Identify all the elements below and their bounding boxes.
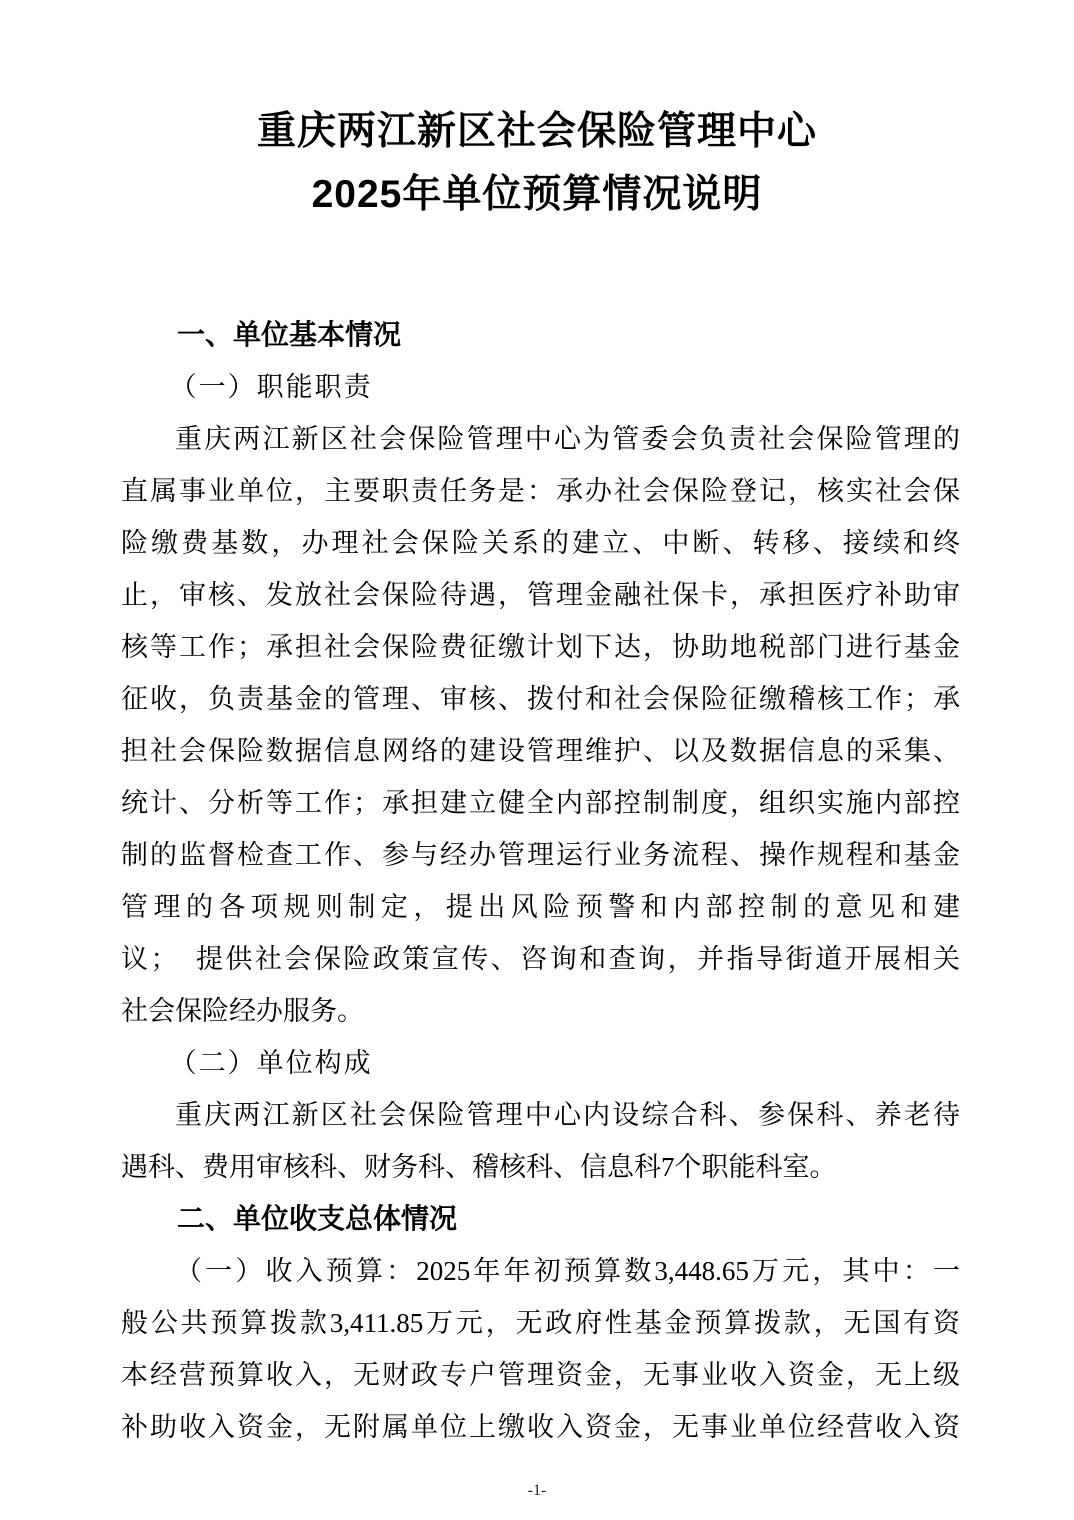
paragraph-line: 险缴费基数，办理社会保险关系的建立、中断、转移、接续和终	[121, 528, 960, 558]
title-line-1: 重庆两江新区社会保险管理中心	[256, 110, 817, 153]
paragraph-line: 征收，负责基金的管理、审核、拨付和社会保险征缴稽核工作；承	[121, 684, 960, 714]
paragraph-line: 社会保险经办服务。	[121, 996, 364, 1026]
paragraph-line: 般公共预算拨款3,411.85万元，无政府性基金预算拨款，无国有资	[121, 1308, 960, 1338]
paragraph-line: 止，审核、发放社会保险待遇，管理金融社保卡，承担医疗补助审	[121, 580, 960, 610]
paragraph-line: 本经营预算收入，无财政专户管理资金，无事业收入资金，无上级	[121, 1360, 960, 1390]
paragraph-line: 制的监督检查工作、参与经办管理运行业务流程、操作规程和基金	[121, 840, 960, 870]
document-title	[0, 100, 1074, 226]
page-number: -1-	[527, 1482, 547, 1499]
paragraph-line: 管理的各项规则制定，提出风险预警和内部控制的意见和建	[121, 892, 960, 922]
paragraph-line: （一）收入预算：2025年年初预算数3,448.65万元，其中：一	[175, 1256, 960, 1286]
paragraph-line: 统计、分析等工作；承担建立健全内部控制制度，组织实施内部控	[121, 788, 960, 818]
subsection-heading-composition: （二）单位构成	[169, 1048, 373, 1078]
paragraph-line: 遇科、费用审核科、财务科、稽核科、信息科7个职能科室。	[121, 1152, 837, 1182]
paragraph-line: 直属事业单位，主要职责任务是：承办社会保险登记，核实社会保	[121, 476, 960, 506]
paragraph-line: 重庆两江新区社会保险管理中心为管委会负责社会保险管理的	[175, 424, 960, 454]
paragraph-line: 议； 提供社会保险政策宣传、咨询和查询，并指导街道开展相关	[121, 944, 960, 974]
paragraph-line: 担社会保险数据信息网络的建设管理维护、以及数据信息的采集、	[121, 736, 960, 766]
paragraph-line: 重庆两江新区社会保险管理中心内设综合科、参保科、养老待	[175, 1100, 960, 1130]
section-heading-basic-info: 一、单位基本情况	[177, 319, 402, 350]
paragraph-line: 补助收入资金，无附属单位上缴收入资金，无事业单位经营收入资	[121, 1412, 960, 1442]
subsection-heading-functions: （一）职能职责	[169, 372, 373, 402]
document-body	[121, 309, 960, 1453]
section-heading-budget-overview: 二、单位收支总体情况	[177, 1203, 458, 1234]
title-line-2: 2025年单位预算情况说明	[311, 173, 763, 216]
paragraph-line: 核等工作；承担社会保险费征缴计划下达，协助地税部门进行基金	[121, 632, 960, 662]
